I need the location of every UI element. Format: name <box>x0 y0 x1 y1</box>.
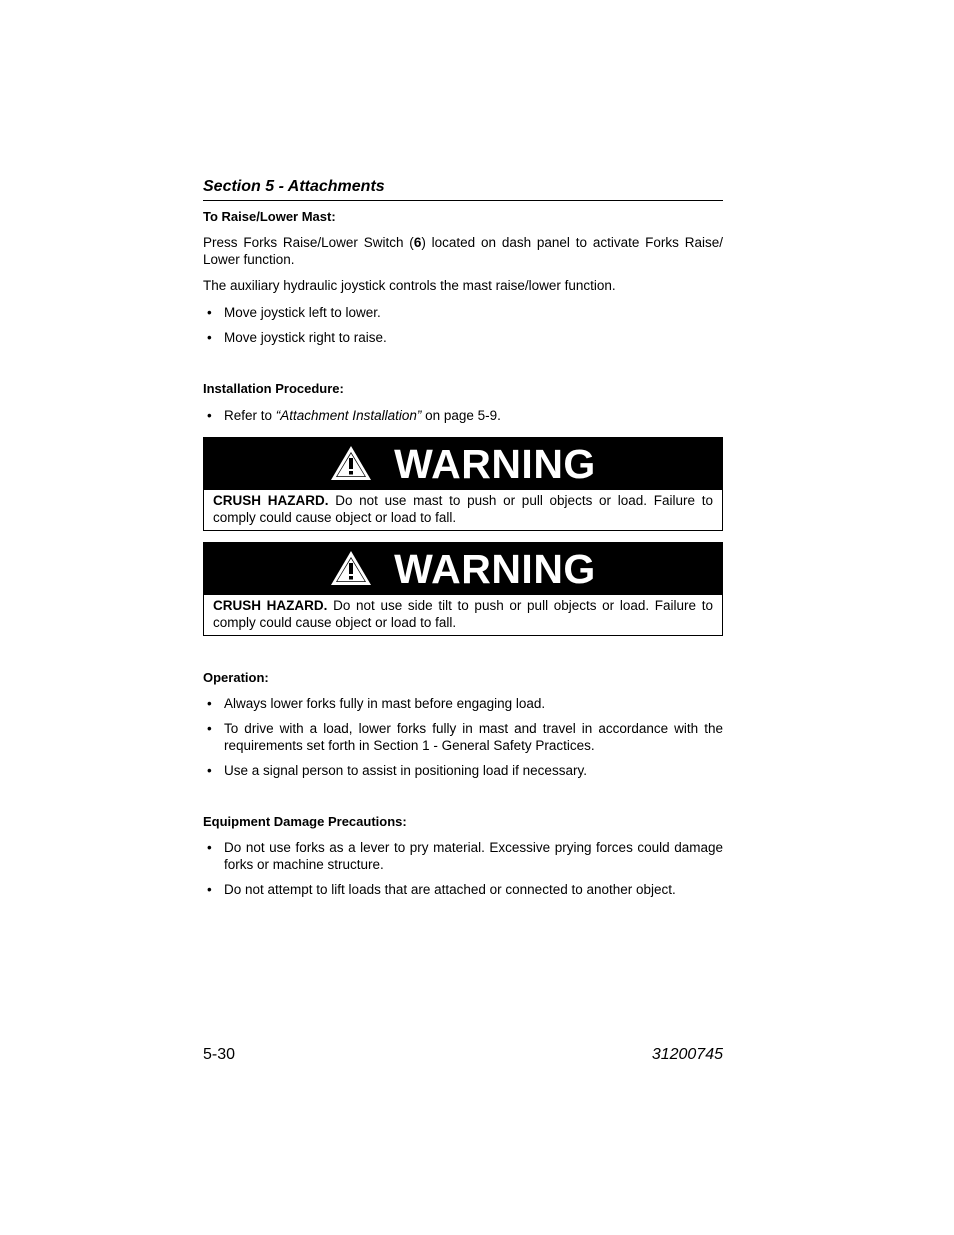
warning-text <box>204 490 722 530</box>
list-item <box>203 762 723 779</box>
warning-triangle-icon <box>330 550 372 586</box>
hazard-lead: CRUSH HAZARD. <box>213 493 329 508</box>
page-content <box>203 177 723 898</box>
para1-switch-number: 6 <box>413 235 422 250</box>
bullet-dot: • <box>207 696 212 711</box>
list-item <box>203 720 723 754</box>
list-item-text: Use a signal person to assist in positioning load if necessary. <box>224 763 587 778</box>
hazard-description: Do not use side tilt to push or pull objects or load. Failure to comply could cause object or load to fall. <box>213 598 713 630</box>
list-item-text: To drive with a load, lower forks fully in mast and travel in accordance with the requirements set forth in Section 1 - General Safety Practices. <box>224 721 723 753</box>
raise-lower-paragraph-1 <box>203 234 723 268</box>
list-item <box>203 407 723 424</box>
warning-banner <box>204 543 722 595</box>
warning-text <box>204 595 722 635</box>
warning-box-side-tilt <box>203 542 723 636</box>
list-item <box>203 329 723 346</box>
installation-list <box>203 407 723 424</box>
section-header: Section 5 - Attachments <box>203 177 723 201</box>
list-item <box>203 304 723 321</box>
warning-banner <box>204 438 722 490</box>
bullet-dot: • <box>207 305 212 320</box>
list-item-text: Move joystick left to lower. <box>224 305 381 320</box>
warning-triangle-icon <box>330 445 372 481</box>
bullet-dot: • <box>207 840 212 855</box>
page-number: 5-30 <box>203 1046 236 1063</box>
installation-heading: Installation Procedure: <box>203 381 344 396</box>
install-text-a: Refer to <box>224 408 276 423</box>
list-item <box>203 881 723 898</box>
raise-lower-paragraph-2: The auxiliary hydraulic joystick controls the mast raise/lower function. <box>203 278 616 293</box>
list-item <box>203 839 723 873</box>
warning-title: WARNING <box>394 545 596 592</box>
warning-title: WARNING <box>394 440 596 487</box>
damage-heading: Equipment Damage Precautions: <box>203 814 407 829</box>
raise-lower-heading: To Raise/Lower Mast: <box>203 209 336 224</box>
operation-heading: Operation: <box>203 670 269 685</box>
operation-list <box>203 695 723 779</box>
list-item <box>203 695 723 712</box>
damage-list <box>203 839 723 898</box>
attachment-installation-reference: “Attachment Installation” <box>275 408 422 423</box>
list-item-text: Do not attempt to lift loads that are attached or connected to another object. <box>224 882 676 897</box>
list-item-text: Do not use forks as a lever to pry material. Excessive prying forces could damage forks or machine structure. <box>224 840 723 872</box>
para1-text-b: ) located on dash panel to activate Forks Raise/ Lower function. <box>203 235 723 267</box>
list-item-text: Move joystick right to raise. <box>224 330 387 345</box>
install-text-b: on page 5-9. <box>421 408 501 423</box>
document-number: 31200745 <box>651 1046 723 1063</box>
hazard-description: Do not use mast to push or pull objects or load. Failure to comply could cause object or load to fall. <box>213 493 713 525</box>
bullet-dot: • <box>207 408 212 423</box>
bullet-dot: • <box>207 330 212 345</box>
warning-box-mast <box>203 437 723 531</box>
bullet-dot: • <box>207 763 212 778</box>
hazard-lead: CRUSH HAZARD. <box>213 598 328 613</box>
bullet-dot: • <box>207 721 212 736</box>
raise-lower-list <box>203 304 723 346</box>
bullet-dot: • <box>207 882 212 897</box>
list-item-text: Always lower forks fully in mast before engaging load. <box>224 696 546 711</box>
para1-text-a: Press Forks Raise/Lower Switch ( <box>203 235 414 250</box>
